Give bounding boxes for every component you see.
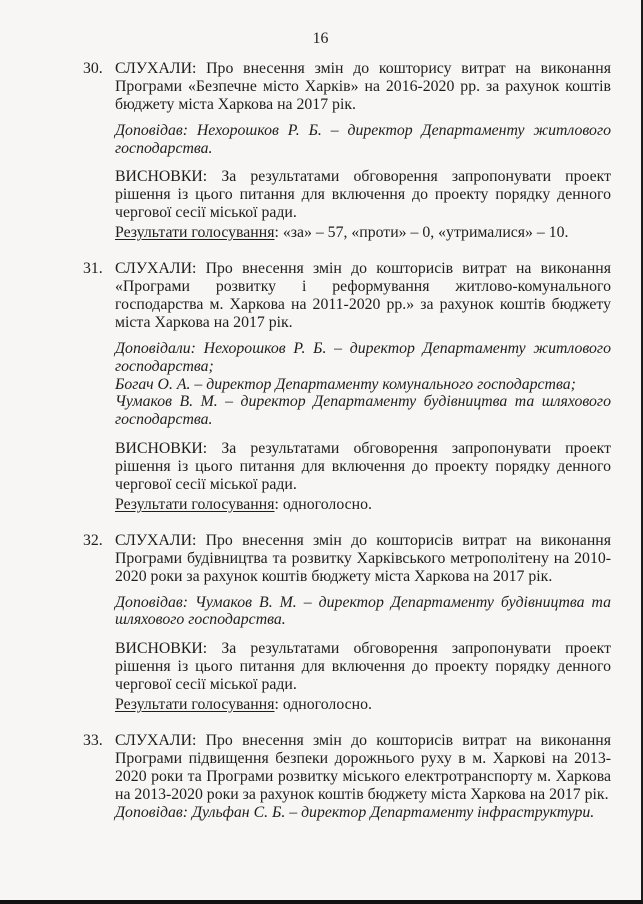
speaker-text: Чумаков В. М. – директор Департаменту будівництва та шляхового господарства.	[115, 593, 612, 629]
speakers-paragraph	[115, 340, 611, 430]
voting-label: Результати голосування	[115, 495, 275, 513]
heard-paragraph	[115, 732, 611, 804]
conclusions-paragraph	[115, 440, 611, 494]
conclusions-label: ВИСНОВКИ:	[115, 440, 208, 458]
voting-label: Результати голосування	[115, 224, 275, 242]
speaker-line	[115, 122, 611, 158]
agenda-item-31	[83, 260, 611, 514]
item-number: 32.	[83, 531, 103, 549]
voting-result: : одноголосно.	[274, 696, 372, 714]
voting-result: : «за» – 57, «проти» – 0, «утрималися» – 10.	[274, 224, 569, 242]
voting-paragraph	[115, 496, 611, 514]
heard-text: Про внесення змін до кошторисів витрат на виконання «Програми розвитку і реформування житлово-комунального господарства м. Харкова на 2011-2020 рр.» за рахунок коштів бюджету міста Харкова на 2017 рік.	[115, 260, 611, 331]
heard-paragraph	[115, 260, 611, 332]
speakers-label: Доповідав:	[115, 593, 188, 611]
conclusions-paragraph	[115, 640, 611, 694]
conclusions-label: ВИСНОВКИ:	[115, 168, 208, 186]
speakers-paragraph	[115, 122, 611, 158]
voting-paragraph	[115, 696, 611, 714]
speaker-text: Богач О. А. – директор Департаменту комунального господарства;	[115, 375, 576, 393]
speaker-line	[115, 376, 611, 394]
speakers-label: Доповідав:	[115, 121, 188, 139]
heard-text: Про внесення змін до кошторисів витрат на виконання Програми будівництва та розвитку Харківського метрополітену на 2010-2020 роки за рахунок коштів бюджету міста Харкова на 2017 рік.	[115, 531, 611, 585]
speakers-paragraph	[115, 804, 611, 822]
speaker-line	[115, 594, 611, 630]
heard-label: СЛУХАЛИ:	[115, 531, 197, 549]
item-number: 33.	[83, 732, 103, 749]
speaker-text: Чумаков В. М. – директор Департаменту будівництва та шляхового господарства.	[115, 393, 611, 429]
conclusions-text: За результатами обговорення запропонувати проект рішення із цього питання для включення до проекту порядку денного чергової сесії міської ради.	[115, 168, 612, 222]
speakers-label: Доповідали:	[115, 339, 196, 357]
item-number: 30.	[83, 59, 103, 77]
page-content	[83, 60, 611, 822]
speaker-line	[115, 804, 611, 822]
conclusions-label: ВИСНОВКИ:	[115, 640, 208, 658]
heard-label: СЛУХАЛИ:	[115, 732, 197, 749]
heard-label: СЛУХАЛИ:	[115, 59, 197, 77]
conclusions-text: За результатами обговорення запропонувати проект рішення із цього питання для включення до проекту порядку денного чергової сесії міської ради.	[115, 640, 612, 694]
heard-paragraph	[115, 60, 611, 114]
speaker-text: Нехорошков Р. Б. – директор Департаменту житлового господарства.	[115, 121, 611, 157]
item-number: 31.	[83, 260, 103, 278]
voting-label: Результати голосування	[115, 696, 275, 714]
speaker-line	[115, 340, 611, 376]
conclusions-text: За результатами обговорення запропонувати проект рішення із цього питання для включення до проекту порядку денного чергової сесії міської ради.	[115, 440, 612, 494]
speakers-label: Доповідав:	[115, 803, 188, 821]
speaker-text: Нехорошков Р. Б. – директор Департаменту житлового господарства;	[115, 339, 611, 375]
heard-text: Про внесення змін до кошторису витрат на виконання Програми «Безпечне місто Харків» на 2016-2020 рр. за рахунок коштів бюджету міста Харкова на 2017 рік.	[115, 59, 611, 113]
agenda-item-30	[83, 60, 611, 242]
voting-paragraph	[115, 224, 611, 242]
heard-label: СЛУХАЛИ:	[115, 260, 197, 278]
speaker-line	[115, 393, 611, 429]
voting-result: : одноголосно.	[274, 495, 372, 513]
heard-paragraph	[115, 532, 611, 586]
speakers-paragraph	[115, 594, 611, 630]
agenda-item-32	[83, 532, 611, 714]
conclusions-paragraph	[115, 168, 611, 222]
speaker-text: Дульфан С. Б. – директор Департаменту інфраструктури.	[191, 803, 595, 821]
page-number: 16	[312, 30, 329, 47]
agenda-item-33	[83, 732, 611, 822]
heard-text: Про внесення змін до кошторисів витрат на виконання Програми підвищення безпеки дорожнього руху в м. Харкові на 2013-2020 роки та Програми розвитку міського електротранспорту м. Харкова на 2013-2020 роки за рахунок коштів бюджету міста Харкова на 2017 рік.	[115, 732, 611, 803]
